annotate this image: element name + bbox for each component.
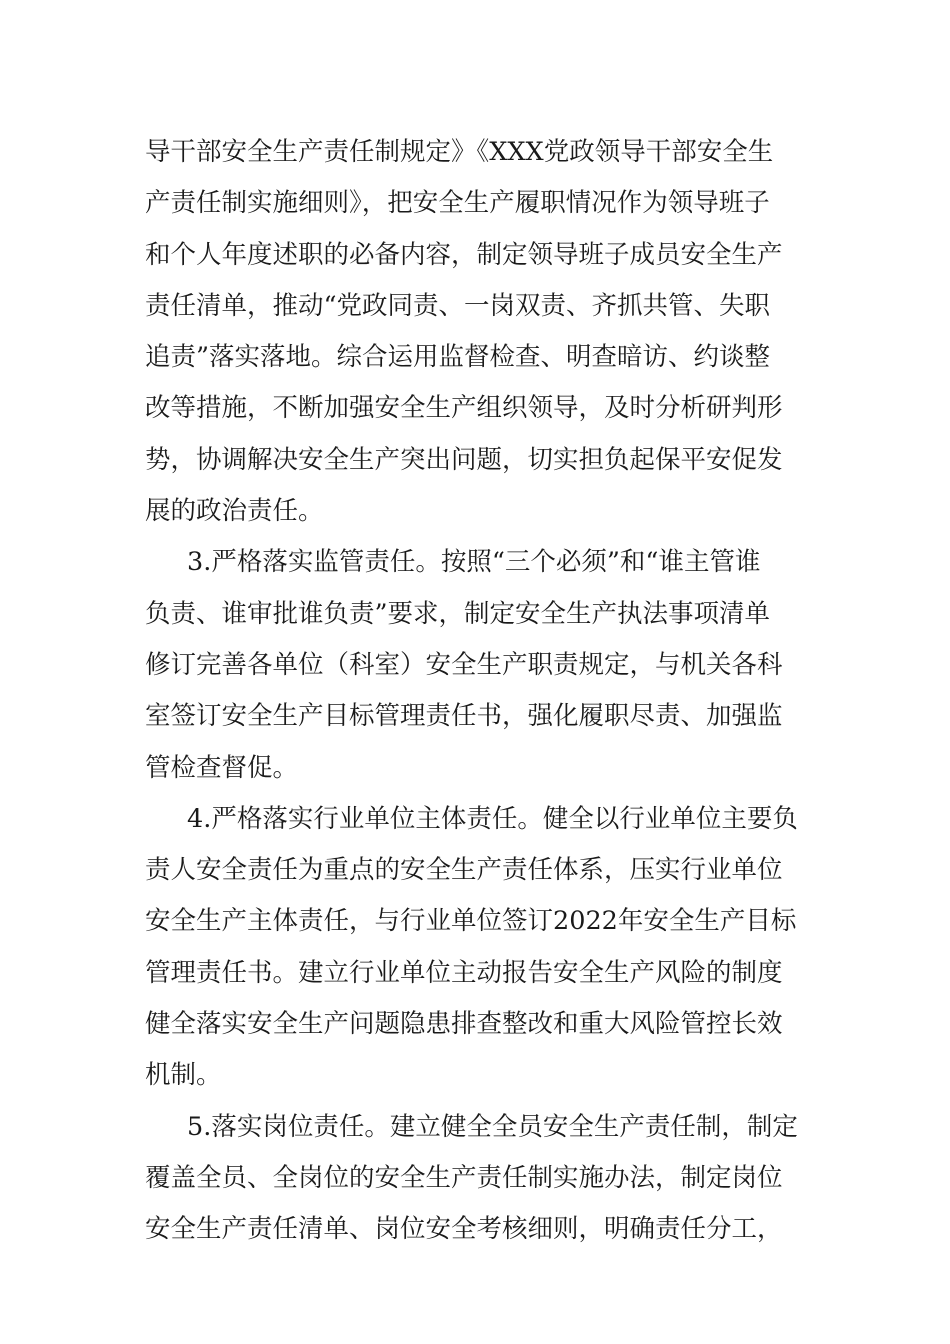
text-line: 管检查督促。 [145,752,299,783]
text-line: 安全生产主体责任，与行业单位签订2022年安全生产目标 [145,906,797,937]
text-line: 导干部安全生产责任制规定》《XXX党政领导干部安全生 [145,137,774,167]
text-line: 负责、谁审批谁负责”要求，制定安全生产执法事项清单 [145,598,771,629]
text-line: 安全生产责任清单、岗位安全考核细则，明确责任分工， [145,1214,783,1245]
text-line: 和个人年度述职的必备内容，制定领导班子成员安全生产 [145,239,783,270]
text-line: 健全落实安全生产问题隐患排查整改和重大风险管控长效 [145,1009,783,1040]
text-line: 追责”落实落地。综合运用监督检查、明查暗访、约谈整 [145,342,771,373]
text-line: 势，协调解决安全生产突出问题，切实担负起保平安促发 [145,444,783,475]
paragraph-heading-5: 5.落实岗位责任。建立健全全员安全生产责任制，制定 [187,1111,798,1142]
text-line: 责人安全责任为重点的安全生产责任体系，压实行业单位 [145,855,783,886]
text-line: 覆盖全员、全岗位的安全生产责任制实施办法，制定岗位 [145,1162,783,1193]
paragraph-heading-3: 3.严格落实监管责任。按照“三个必须”和“谁主管谁 [187,547,761,578]
text-line: 展的政治责任。 [145,496,324,527]
text-line: 修订完善各单位（科室）安全生产职责规定，与机关各科 [145,649,783,680]
text-line: 管理责任书。建立行业单位主动报告安全生产风险的制度 [145,957,783,988]
text-line: 产责任制实施细则》，把安全生产履职情况作为领导班子 [145,188,770,219]
text-line: 改等措施，不断加强安全生产组织领导，及时分析研判形 [145,393,783,424]
document-body [145,127,810,1256]
paragraph-heading-4: 4.严格落实行业单位主体责任。健全以行业单位主要负 [187,803,798,834]
text-line: 责任清单，推动“党政同责、一岗双责、齐抓共管、失职 [145,290,771,321]
text-line: 机制。 [145,1060,222,1091]
text-line: 室签订安全生产目标管理责任书，强化履职尽责、加强监 [145,701,783,732]
